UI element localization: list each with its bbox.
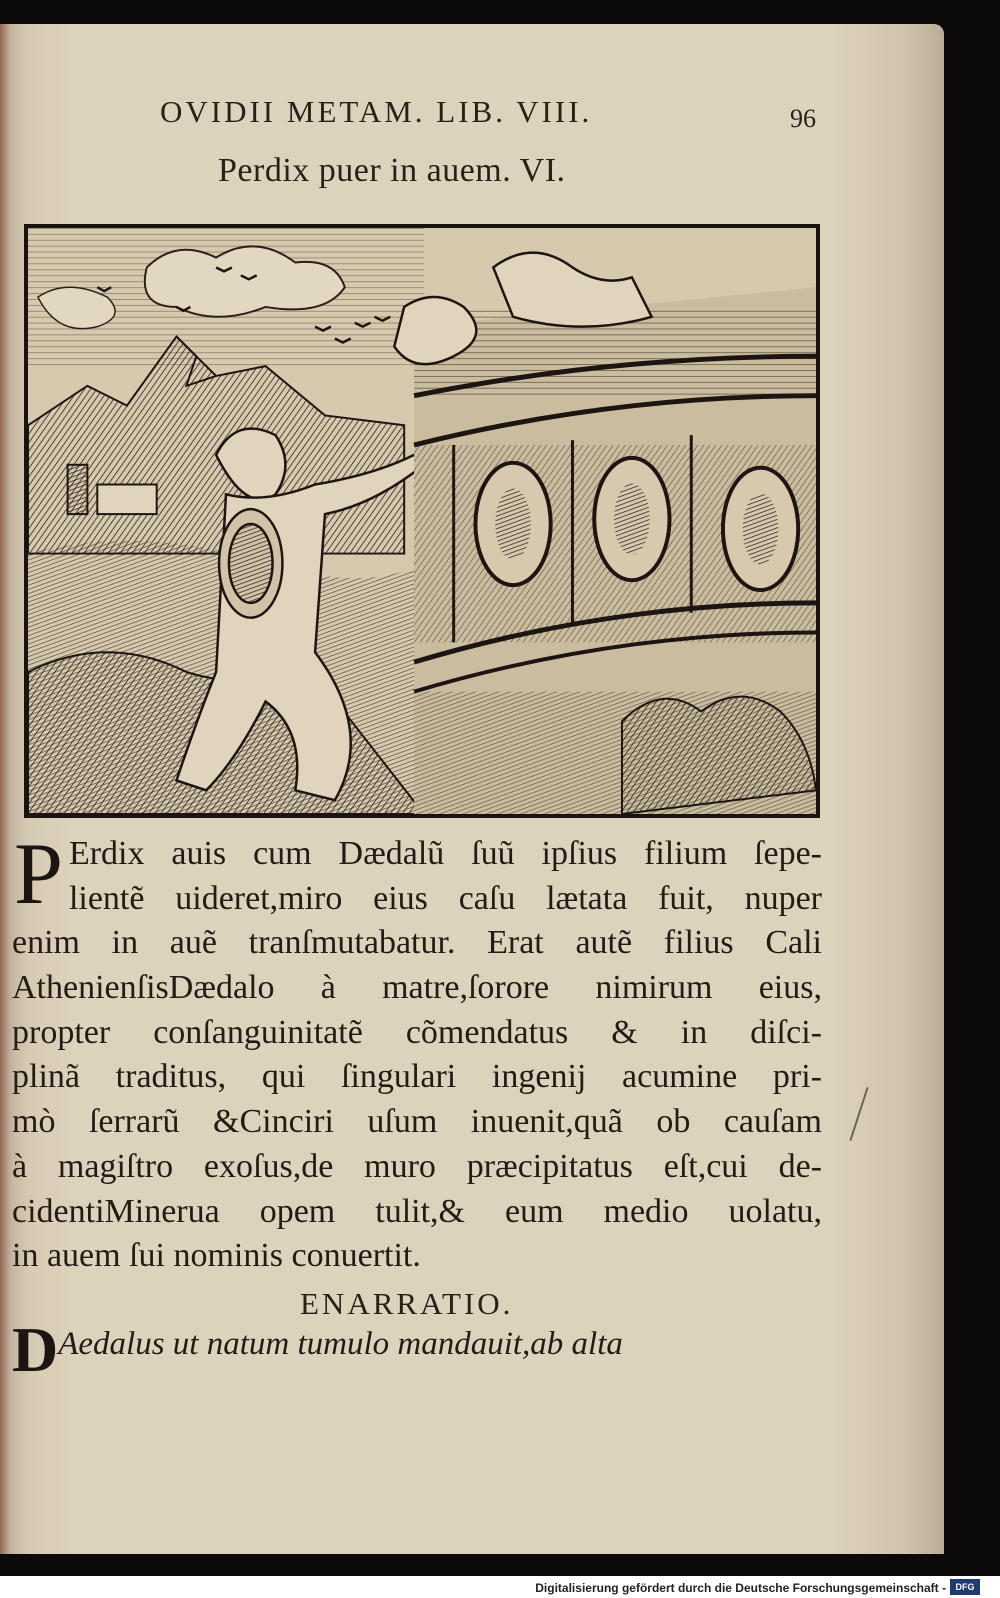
funding-credit: Digitalisierung gefördert durch die Deutsche Forschungsgemeinschaft - (535, 1581, 946, 1595)
text-line: AthenienſisDædalo à matre,ſorore nimirum eius, (12, 969, 822, 1007)
drop-capital: P (14, 826, 63, 923)
margin-mark (849, 1087, 868, 1141)
text-line: Erdix auis cum Dædalũ ſuũ ipſius filium ſepe- (68, 835, 822, 872)
enarratio-paragraph (12, 1314, 822, 1385)
page-number: 96 (790, 104, 816, 133)
text-line: in auem ſui nominis conuertit. (12, 1237, 421, 1275)
text-line: à magiſtro exoſus,de muro præcipitatus eſt,cui de- (12, 1147, 822, 1185)
footer-bar (0, 1576, 1000, 1598)
enarratio-text: Aedalus ut natum tumulo mandauit,ab alta (58, 1326, 623, 1362)
text-line: enim in auẽ tranſmutabatur. Erat autẽ filius Cali (12, 924, 822, 962)
drop-capital: D (12, 1314, 59, 1385)
text-line: propter conſanguinitatẽ cõmendatus & in diſci- (12, 1013, 822, 1051)
woodcut-drawing (28, 228, 816, 814)
text-line: cidentiMinerua opem tulit,& eum medio uolatu, (12, 1192, 822, 1230)
enarratio-heading: ENARRATIO. (300, 1286, 514, 1321)
woodcut-illustration (24, 224, 820, 818)
dfg-logo: DFG (950, 1579, 980, 1595)
text-line: mò ſerrarũ &Cinciri uſum inuenit,quã ob cauſam (12, 1103, 822, 1141)
text-line: lientẽ uideret,miro eius caſu lætata fuit, nuper (68, 879, 822, 917)
text-line: plinã traditus, qui ſingulari ingenij acumine pri- (12, 1058, 822, 1096)
section-title: Perdix puer in auem. VI. (218, 152, 566, 189)
narrative-paragraph (12, 826, 822, 1279)
running-head: OVIDII METAM. LIB. VIII. (160, 94, 593, 129)
book-page (0, 24, 944, 1554)
